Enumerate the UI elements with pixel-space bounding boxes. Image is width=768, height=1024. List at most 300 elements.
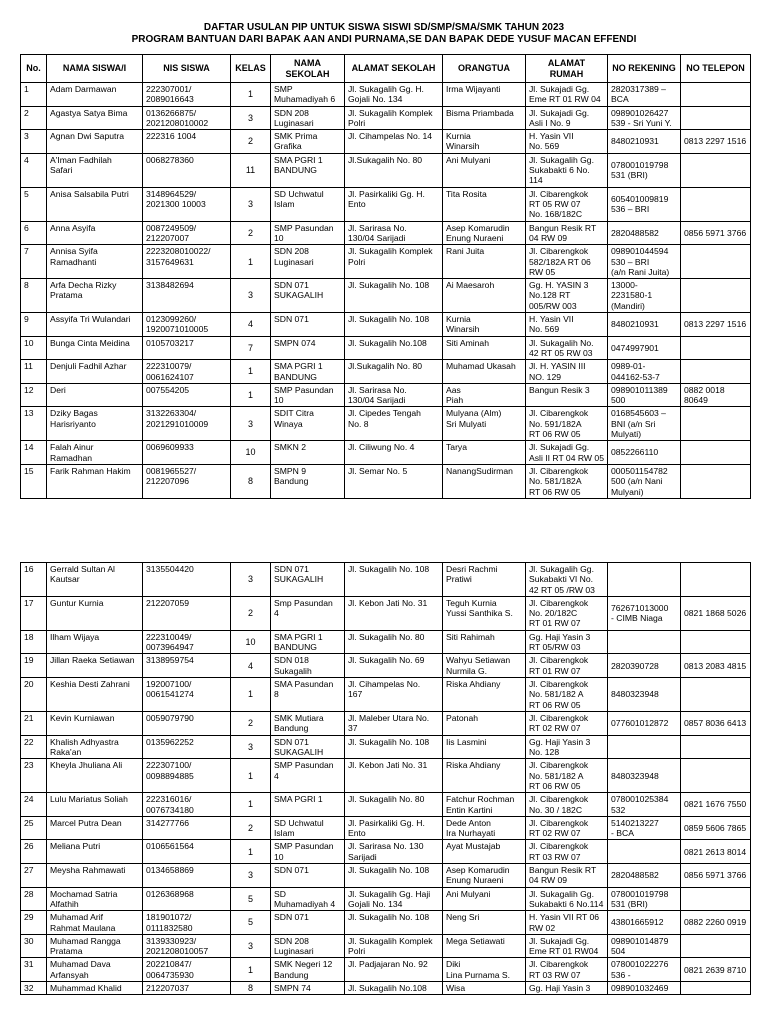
student-name: Muhammad Khalid	[47, 982, 143, 995]
row-number: 15	[21, 464, 47, 498]
school-address: Jl. Sukagalih No.108	[345, 982, 443, 995]
account-number: 098901026427 539 - Sri Yuni Y.	[608, 106, 681, 130]
parent-name: Diki Lina Purnama S.	[443, 958, 526, 982]
home-address: Jl. Cibarengkok RT 01 RW 07	[526, 654, 608, 678]
student-name: Falah Ainur Ramadhan	[47, 441, 143, 465]
student-nis: 0068278360	[143, 153, 231, 187]
home-address: Jl. Cibarengkok No. 581/182 A RT 06 RW 05	[526, 678, 608, 712]
phone-number	[681, 187, 751, 221]
home-address: Jl. H. YASIN III NO. 129	[526, 360, 608, 384]
col-header: ALAMAT SEKOLAH	[345, 55, 443, 83]
students-table-page-1	[20, 54, 751, 499]
student-name: Khalish Adhyastra Raka'an	[47, 735, 143, 759]
document-subtitle: PROGRAM BANTUAN DARI BAPAK AAN ANDI PURNAMA,SE DAN BAPAK DEDE YUSUF MACAN EFFENDI	[131, 34, 637, 45]
student-class: 8	[231, 464, 271, 498]
table-row	[21, 313, 751, 337]
parent-name: Asep Komarudin Enung Nuraeni	[443, 221, 526, 245]
school-name: SMP Pasundan 10	[271, 840, 345, 864]
account-number: 762671013000 - CIMB Niaga	[608, 596, 681, 630]
account-number: 13000- 2231580-1 (Mandiri)	[608, 279, 681, 313]
account-number: 8480210931	[608, 130, 681, 154]
school-name: SDN 018 Sukagalih	[271, 654, 345, 678]
school-name: SMP Pasundan 4	[271, 759, 345, 793]
student-nis: 314277766	[143, 816, 231, 840]
account-number: 2820317389 – BCA	[608, 83, 681, 107]
col-header: NAMA SISWA/I	[47, 55, 143, 83]
phone-number	[681, 982, 751, 995]
row-number: 19	[21, 654, 47, 678]
row-number: 32	[21, 982, 47, 995]
school-address: Jl. Sukagalih No. 69	[345, 654, 443, 678]
student-name: Gerrald Sultan Al Kautsar	[47, 563, 143, 597]
phone-number: 0882 0018 80649	[681, 383, 751, 407]
school-name: SDN 071 SUKAGALIH	[271, 279, 345, 313]
school-address: Jl. Semar No. 5	[345, 464, 443, 498]
school-address: Jl. Ciliwung No. 4	[345, 441, 443, 465]
student-nis: 2223208010022/ 3157649631	[143, 245, 231, 279]
phone-number	[681, 336, 751, 360]
school-address: Jl. Padjajaran No. 92	[345, 958, 443, 982]
phone-number: 0857 8036 6413	[681, 712, 751, 736]
account-number: 2820488582	[608, 221, 681, 245]
school-address: Jl. Pasirkaliki Gg. H. Ento	[345, 816, 443, 840]
table-row	[21, 130, 751, 154]
school-name: SDN 208 Luginasari	[271, 245, 345, 279]
student-name: Agnan Dwi Saputra	[47, 130, 143, 154]
school-name: SDN 071 SUKAGALIH	[271, 735, 345, 759]
student-class: 1	[231, 83, 271, 107]
parent-name: Kurnia Winarsih	[443, 130, 526, 154]
account-number: 098901011389 500	[608, 383, 681, 407]
row-number: 22	[21, 735, 47, 759]
table-row	[21, 712, 751, 736]
parent-name: Riska Ahdiany	[443, 759, 526, 793]
table-row	[21, 958, 751, 982]
school-address: Jl. Maleber Utara No. 37	[345, 712, 443, 736]
account-number: 5140213227 - BCA	[608, 816, 681, 840]
row-number: 17	[21, 596, 47, 630]
home-address: Bangun Resik RT 04 RW 09	[526, 864, 608, 888]
school-name: SMKN 2	[271, 441, 345, 465]
student-name: Farik Rahman Hakim	[47, 464, 143, 498]
phone-number: 0821 2613 8014	[681, 840, 751, 864]
table-row	[21, 83, 751, 107]
parent-name: Wisa	[443, 982, 526, 995]
student-name: A'Iman Fadhilah Safari	[47, 153, 143, 187]
phone-number	[681, 934, 751, 958]
col-header: KELAS	[231, 55, 271, 83]
document-title: DAFTAR USULAN PIP UNTUK SISWA SISWI SD/SMP/SMA/SMK TAHUN 2023	[203, 22, 565, 33]
school-address: Jl. Sukagalih No. 108	[345, 864, 443, 888]
phone-number: 0813 2297 1516	[681, 313, 751, 337]
student-nis: 222307100/ 0098894885	[143, 759, 231, 793]
student-class: 4	[231, 313, 271, 337]
school-address: Jl. Cipedes Tengah No. 8	[345, 407, 443, 441]
row-number: 2	[21, 106, 47, 130]
row-number: 31	[21, 958, 47, 982]
student-class: 3	[231, 407, 271, 441]
phone-number	[681, 153, 751, 187]
home-address: Jl. Cibarengkok No. 581/182A RT 06 RW 05	[526, 464, 608, 498]
school-address: Jl.Sukagalih No. 80	[345, 360, 443, 384]
row-number: 7	[21, 245, 47, 279]
row-number: 6	[21, 221, 47, 245]
table-row	[21, 279, 751, 313]
table-row	[21, 793, 751, 817]
student-class: 1	[231, 759, 271, 793]
school-name: SMA Pasundan 8	[271, 678, 345, 712]
phone-number	[681, 360, 751, 384]
home-address: Jl. Cibarengkok No. 581/182 A RT 06 RW 05	[526, 759, 608, 793]
student-nis: 222307001/ 2089016643	[143, 83, 231, 107]
parent-name: Riska Ahdiany	[443, 678, 526, 712]
student-name: Kheyla Jhuliana Ali	[47, 759, 143, 793]
student-class: 2	[231, 130, 271, 154]
home-address: Jl. Cibarengkok RT 03 RW 07	[526, 840, 608, 864]
school-name: SMP Pasundan 10	[271, 383, 345, 407]
student-nis: 0123099260/ 1920071010005	[143, 313, 231, 337]
student-class: 3	[231, 563, 271, 597]
account-number: 098901032469	[608, 982, 681, 995]
row-number: 3	[21, 130, 47, 154]
student-class: 1	[231, 958, 271, 982]
school-address: Jl. Sukagalih Komplek Polri	[345, 934, 443, 958]
phone-number: 0821 1868 5026	[681, 596, 751, 630]
account-number: 098901044594 530 – BRI (a/n Rani Juita)	[608, 245, 681, 279]
row-number: 20	[21, 678, 47, 712]
school-name: SD Muhamadiyah 4	[271, 887, 345, 911]
student-class: 3	[231, 187, 271, 221]
student-class: 4	[231, 654, 271, 678]
student-name: Anisa Salsabila Putri	[47, 187, 143, 221]
table-row	[21, 735, 751, 759]
school-address: Jl. Kebon Jati No. 31	[345, 759, 443, 793]
student-name: Keshia Desti Zahrani	[47, 678, 143, 712]
account-number	[608, 563, 681, 597]
school-address: Jl. Cihampelas No. 14	[345, 130, 443, 154]
row-number: 24	[21, 793, 47, 817]
row-number: 9	[21, 313, 47, 337]
parent-name: Irma Wijayanti	[443, 83, 526, 107]
phone-number	[681, 106, 751, 130]
parent-name: Desri Rachmi Pratiwi	[443, 563, 526, 597]
school-name: SMA PGRI 1 BANDUNG	[271, 630, 345, 654]
account-number: 8480323948	[608, 678, 681, 712]
school-name: SDN 071	[271, 864, 345, 888]
school-name: SDN 208 Luginasari	[271, 934, 345, 958]
account-number	[608, 735, 681, 759]
account-number: 8480210931	[608, 313, 681, 337]
student-nis: 192007100/ 0061541274	[143, 678, 231, 712]
student-nis: 0136266875/ 2021208010002	[143, 106, 231, 130]
parent-name: Bisma Priambada	[443, 106, 526, 130]
student-class: 10	[231, 630, 271, 654]
col-header: NIS SISWA	[143, 55, 231, 83]
school-name: SMP Muhamadiyah 6	[271, 83, 345, 107]
phone-number: 0859 5606 7865	[681, 816, 751, 840]
home-address: H. Yasin VII No. 569	[526, 313, 608, 337]
school-address: Jl. Kebon Jati No. 31	[345, 596, 443, 630]
home-address: Jl. Cibarengkok No. 591/182A RT 06 RW 05	[526, 407, 608, 441]
table-row	[21, 464, 751, 498]
account-number: 0989-01- 044162-53-7	[608, 360, 681, 384]
student-name: Guntur Kurnia	[47, 596, 143, 630]
school-name: Smp Pasundan 4	[271, 596, 345, 630]
parent-name: Ai Maesaroh	[443, 279, 526, 313]
home-address: Bangun Resik 3	[526, 383, 608, 407]
parent-name: Asep Komarudin Enung Nuraeni	[443, 864, 526, 888]
school-address: Jl. Sukagalih No.108	[345, 336, 443, 360]
school-name: SMK Mutiara Bandung	[271, 712, 345, 736]
student-nis: 0135962252	[143, 735, 231, 759]
student-nis: 202210847/ 0064735930	[143, 958, 231, 982]
student-name: Meliana Putri	[47, 840, 143, 864]
parent-name: Ani Mulyani	[443, 887, 526, 911]
student-class: 2	[231, 596, 271, 630]
row-number: 5	[21, 187, 47, 221]
table-row	[21, 840, 751, 864]
parent-name: Teguh Kurnia Yussi Santhika S.	[443, 596, 526, 630]
student-nis: 222310079/ 0061624107	[143, 360, 231, 384]
parent-name: Dede Anton Ira Nurhayati	[443, 816, 526, 840]
student-name: Lulu Mariatus Soliah	[47, 793, 143, 817]
account-number: 8480323948	[608, 759, 681, 793]
table-row	[21, 678, 751, 712]
col-header: ALAMAT RUMAH	[526, 55, 608, 83]
account-number: 0852266110	[608, 441, 681, 465]
home-address: Bangun Resik RT 04 RW 09	[526, 221, 608, 245]
student-name: Jillan Raeka Setiawan	[47, 654, 143, 678]
school-address: Jl. Sukagalih No. 108	[345, 911, 443, 935]
account-number: 078001022276 536 -	[608, 958, 681, 982]
school-address: Jl. Sukagalih No. 108	[345, 563, 443, 597]
student-name: Ilham Wijaya	[47, 630, 143, 654]
account-number: 077601012872	[608, 712, 681, 736]
school-address: Jl.Sukagalih No. 80	[345, 153, 443, 187]
phone-number: 0821 1676 7550	[681, 793, 751, 817]
student-nis: 3138482694	[143, 279, 231, 313]
table-row	[21, 563, 751, 597]
account-number: 0168545603 – BNI (a/n Sri Mulyati)	[608, 407, 681, 441]
student-nis: 0134658869	[143, 864, 231, 888]
table-header-row	[21, 55, 751, 83]
student-name: Muhamad Dava Arfansyah	[47, 958, 143, 982]
row-number: 12	[21, 383, 47, 407]
parent-name: Wahyu Setiawan Nurmila G.	[443, 654, 526, 678]
school-address: Jl. Sukagalih No. 108	[345, 313, 443, 337]
phone-number	[681, 279, 751, 313]
school-address: Jl. Sarirasa No. 130/04 Sarijadi	[345, 221, 443, 245]
table-row	[21, 383, 751, 407]
school-name: SDN 208 Luginasari	[271, 106, 345, 130]
parent-name: Mega Setiawati	[443, 934, 526, 958]
student-class: 8	[231, 982, 271, 995]
student-name: Anna Asyifa	[47, 221, 143, 245]
student-name: Kevin Kurniawan	[47, 712, 143, 736]
row-number: 25	[21, 816, 47, 840]
student-name: Mochamad Satria Alfathih	[47, 887, 143, 911]
phone-number: 0856 5971 3766	[681, 221, 751, 245]
table-row	[21, 759, 751, 793]
phone-number	[681, 759, 751, 793]
student-nis: 3132263304/ 2021291010009	[143, 407, 231, 441]
school-name: SMA PGRI 1 BANDUNG	[271, 153, 345, 187]
table-row	[21, 187, 751, 221]
home-address: Jl. Cibarengkok RT 02 RW 07	[526, 712, 608, 736]
school-name: SMPN 74	[271, 982, 345, 995]
row-number: 18	[21, 630, 47, 654]
student-class: 3	[231, 106, 271, 130]
student-class: 1	[231, 360, 271, 384]
school-name: SDIT Citra Winaya	[271, 407, 345, 441]
student-nis: 0126368968	[143, 887, 231, 911]
table-row	[21, 596, 751, 630]
row-number: 4	[21, 153, 47, 187]
phone-number: 0813 2297 1516	[681, 130, 751, 154]
student-nis: 0081965527/ 212207096	[143, 464, 231, 498]
col-header: ORANGTUA	[443, 55, 526, 83]
home-address: Jl. Sukagalih Gg. Sukabakti VI No. 42 RT 05 /RW 03	[526, 563, 608, 597]
home-address: Gg. Haji Yasin 3	[526, 982, 608, 995]
student-nis: 222310049/ 0073964947	[143, 630, 231, 654]
home-address: Jl. Sukagalih Gg. Sukabakti 6 No. 114	[526, 153, 608, 187]
phone-number	[681, 407, 751, 441]
student-nis: 212207037	[143, 982, 231, 995]
parent-name: Neng Sri	[443, 911, 526, 935]
parent-name: Siti Rahimah	[443, 630, 526, 654]
row-number: 16	[21, 563, 47, 597]
parent-name: Aas Piah	[443, 383, 526, 407]
home-address: Jl. Cibarengkok No. 20/182C RT 01 RW 07	[526, 596, 608, 630]
school-name: SMPN 074	[271, 336, 345, 360]
student-nis: 3139330923/ 2021208010057	[143, 934, 231, 958]
phone-number	[681, 630, 751, 654]
table-row	[21, 864, 751, 888]
student-name: Meysha Rahmawati	[47, 864, 143, 888]
home-address: H. Yasin VII No. 569	[526, 130, 608, 154]
row-number: 8	[21, 279, 47, 313]
col-header: NAMA SEKOLAH	[271, 55, 345, 83]
row-number: 21	[21, 712, 47, 736]
col-header: No.	[21, 55, 47, 83]
student-nis: 222316016/ 0076734180	[143, 793, 231, 817]
home-address: Jl. Cibarengkok RT 02 RW 07	[526, 816, 608, 840]
phone-number	[681, 441, 751, 465]
row-number: 29	[21, 911, 47, 935]
student-name: Denjuli Fadhil Azhar	[47, 360, 143, 384]
account-number: 078001025384 532	[608, 793, 681, 817]
school-address: Jl. Sarirasa No. 130 Sarijadi	[345, 840, 443, 864]
phone-number: 0821 2639 8710	[681, 958, 751, 982]
phone-number: 0813 2083 4815	[681, 654, 751, 678]
table-row	[21, 887, 751, 911]
account-number	[608, 630, 681, 654]
student-name: Assyifa Tri Wulandari	[47, 313, 143, 337]
student-nis: 0059079790	[143, 712, 231, 736]
school-name: SMK Prima Grafika	[271, 130, 345, 154]
student-class: 10	[231, 441, 271, 465]
parent-name: Ani Mulyani	[443, 153, 526, 187]
parent-name: Fatchur Rochman Entin Kartini	[443, 793, 526, 817]
parent-name: Tarya	[443, 441, 526, 465]
student-nis: 3135504420	[143, 563, 231, 597]
student-class: 2	[231, 816, 271, 840]
account-number: 2820488582	[608, 864, 681, 888]
student-class: 1	[231, 383, 271, 407]
student-nis: 212207059	[143, 596, 231, 630]
table-row	[21, 654, 751, 678]
student-name: Dziky Bagas Harisriyanto	[47, 407, 143, 441]
home-address: Jl. Cibarengkok 582/182A RT 06 RW 05	[526, 245, 608, 279]
row-number: 26	[21, 840, 47, 864]
school-name: SMK Negeri 12 Bandung	[271, 958, 345, 982]
school-name: SDN 071	[271, 911, 345, 935]
student-class: 3	[231, 279, 271, 313]
account-number: 0474997901	[608, 336, 681, 360]
home-address: Jl. Sukajadi Gg. Eme RT 01 RW 04	[526, 83, 608, 107]
table-row	[21, 630, 751, 654]
student-class: 3	[231, 934, 271, 958]
student-name: Adam Darmawan	[47, 83, 143, 107]
phone-number: 0856 5971 3766	[681, 864, 751, 888]
account-number: 000501154782 500 (a/n Nani Mulyani)	[608, 464, 681, 498]
row-number: 14	[21, 441, 47, 465]
student-nis: 181901072/ 0111832580	[143, 911, 231, 935]
phone-number	[681, 887, 751, 911]
table-row	[21, 106, 751, 130]
home-address: Jl. Sukagalih Gg. Sukabakti 6 No.114	[526, 887, 608, 911]
phone-number: 0882 2260 0919	[681, 911, 751, 935]
home-address: Gg. Haji Yasin 3 RT 05/RW 03	[526, 630, 608, 654]
school-address: Jl. Pasirkaliki Gg. H. Ento	[345, 187, 443, 221]
school-address: Jl. Sukagalih No. 80	[345, 630, 443, 654]
phone-number	[681, 735, 751, 759]
student-nis: 3138959754	[143, 654, 231, 678]
school-address: Jl. Sukagalih Komplek Polri	[345, 106, 443, 130]
row-number: 28	[21, 887, 47, 911]
student-name: Agastya Satya Bima	[47, 106, 143, 130]
row-number: 27	[21, 864, 47, 888]
student-class: 3	[231, 735, 271, 759]
student-class: 1	[231, 793, 271, 817]
student-class: 1	[231, 678, 271, 712]
student-nis: 007554205	[143, 383, 231, 407]
school-address: Jl. Sarirasa No. 130/04 Sarijadi	[345, 383, 443, 407]
student-class: 11	[231, 153, 271, 187]
student-class: 5	[231, 887, 271, 911]
school-address: Jl. Sukagalih Gg. H. Gojali No. 134	[345, 83, 443, 107]
table-row	[21, 336, 751, 360]
account-number: 078001019798 531 (BRI)	[608, 153, 681, 187]
home-address: Jl. Sukajadi Gg. Asli I No. 9	[526, 106, 608, 130]
student-class: 2	[231, 712, 271, 736]
account-number: 078001019798 531 (BRI)	[608, 887, 681, 911]
school-name: SDN 071	[271, 313, 345, 337]
row-number: 1	[21, 83, 47, 107]
students-table-page-2	[20, 562, 751, 995]
parent-name: NanangSudirman	[443, 464, 526, 498]
school-name: SD Uchwatul Islam	[271, 816, 345, 840]
student-class: 2	[231, 221, 271, 245]
student-name: Deri	[47, 383, 143, 407]
parent-name: Mulyana (Alm) Sri Mulyati	[443, 407, 526, 441]
table-row	[21, 245, 751, 279]
student-name: Muhamad Rangga Pratama	[47, 934, 143, 958]
table-row	[21, 934, 751, 958]
table-row	[21, 360, 751, 384]
account-number	[608, 840, 681, 864]
school-address: Jl. Sukagalih No. 80	[345, 793, 443, 817]
